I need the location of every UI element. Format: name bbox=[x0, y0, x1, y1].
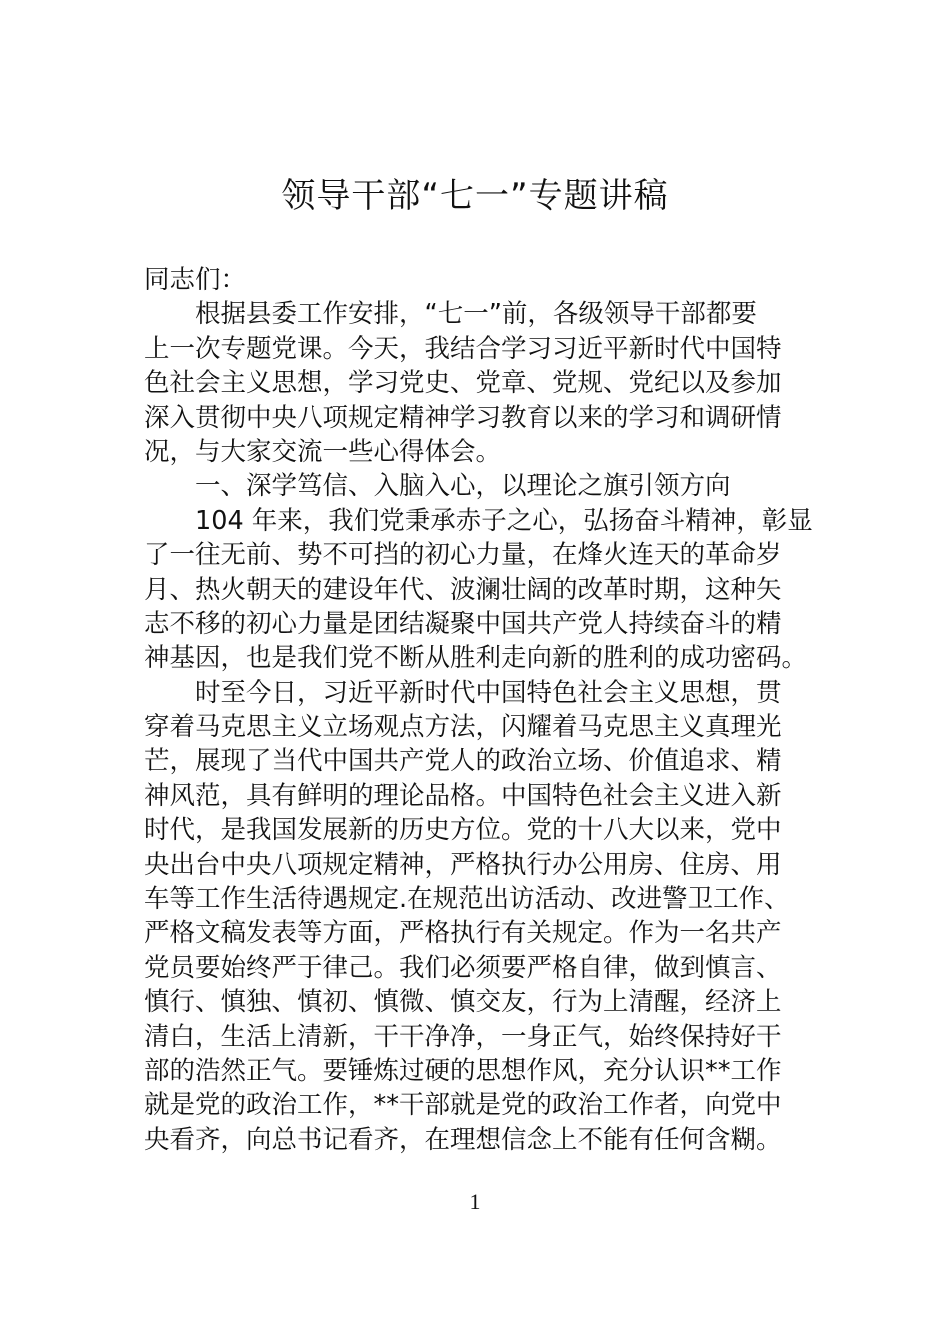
paragraph-line: 党员要始终严于律己。我们必须要严格自律，做到慎言、 bbox=[144, 952, 782, 983]
paragraph-line: 车等工作生活待遇规定.在规范出访活动、改进警卫工作、 bbox=[144, 884, 790, 915]
paragraph-line: 穿着马克思主义立场观点方法，闪耀着马克思主义真理光 bbox=[144, 712, 782, 743]
paragraph-line: 就是党的政治工作，**干部就是党的政治工作者，向党中 bbox=[144, 1090, 782, 1121]
salutation-line: 同志们： bbox=[144, 265, 247, 295]
section-heading: 一、深学笃信、入脑入心，以理论之旗引领方向 bbox=[195, 471, 731, 502]
paragraph-line: 时代，是我国发展新的历史方位。党的十八大以来，党中 bbox=[144, 815, 782, 846]
paragraph-line: 部的浩然正气。要锤炼过硬的思想作风，充分认识**工作 bbox=[144, 1055, 782, 1086]
paragraph-line: 月、热火朝天的建设年代、波澜壮阔的改革时期，这种矢 bbox=[144, 574, 782, 605]
paragraph-line: 104 年来，我们党秉承赤子之心，弘扬奋斗精神，彰显 bbox=[195, 505, 813, 536]
paragraph-line: 色社会主义思想，学习党史、党章、党规、党纪以及参加 bbox=[144, 368, 782, 399]
paragraph-line: 央看齐，向总书记看齐，在理想信念上不能有任何含糊。 bbox=[144, 1124, 782, 1155]
paragraph-line: 清白，生活上清新，干干净净，一身正气，始终保持好干 bbox=[144, 1021, 782, 1052]
paragraph-line: 神基因，也是我们党不断从胜利走向新的胜利的成功密码。 bbox=[144, 643, 808, 674]
paragraph-line: 严格文稿发表等方面，严格执行有关规定。作为一名共产 bbox=[144, 918, 782, 949]
paragraph-line: 芒，展现了当代中国共产党人的政治立场、价值追求、精 bbox=[144, 746, 782, 777]
paragraph-line: 况，与大家交流一些心得体会。 bbox=[144, 436, 502, 467]
paragraph-line: 深入贯彻中央八项规定精神学习教育以来的学习和调研情 bbox=[144, 402, 782, 433]
paragraph-line: 志不移的初心力量是团结凝聚中国共产党人持续奋斗的精 bbox=[144, 608, 782, 639]
paragraph-line: 时至今日，习近平新时代中国特色社会主义思想，贯 bbox=[195, 677, 782, 708]
paragraph-line: 根据县委工作安排，“七一”前，各级领导干部都要 bbox=[195, 299, 757, 330]
paragraph-line: 了一往无前、势不可挡的初心力量，在烽火连天的革命岁 bbox=[144, 540, 782, 571]
document-title: 领导干部“七一”专题讲稿 bbox=[281, 176, 669, 216]
page-number: 1 bbox=[469, 1189, 481, 1214]
paragraph-line: 神风范，具有鲜明的理论品格。中国特色社会主义进入新 bbox=[144, 780, 782, 811]
paragraph-line: 慎行、慎独、慎初、慎微、慎交友，行为上清醒，经济上 bbox=[144, 987, 782, 1018]
document-body bbox=[144, 263, 812, 1157]
paragraph-line: 上一次专题党课。今天，我结合学习习近平新时代中国特 bbox=[144, 333, 782, 364]
paragraph-line: 央出台中央八项规定精神，严格执行办公用房、住房、用 bbox=[144, 849, 782, 880]
